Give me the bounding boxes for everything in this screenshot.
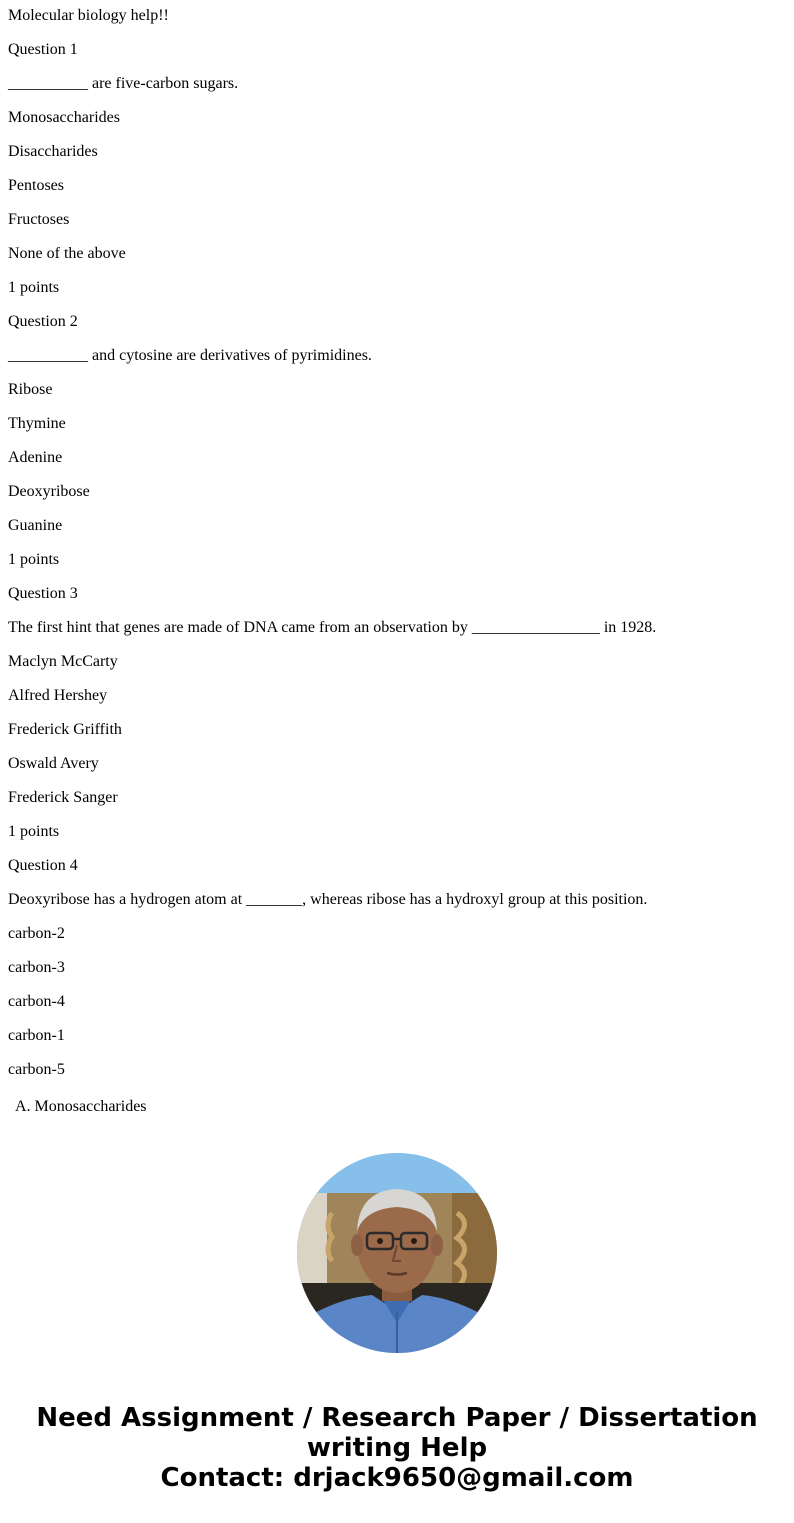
answer-option: Guanine	[8, 517, 63, 534]
question-3	[8, 584, 788, 856]
question-points: 1 points	[8, 279, 60, 296]
answer-option: Alfred Hershey	[8, 687, 108, 704]
question-label: Question 3	[8, 585, 78, 602]
answer-option: Maclyn McCarty	[8, 653, 118, 670]
author-avatar	[297, 1153, 497, 1353]
question-prompt: __________ and cytosine are derivatives of pyrimidines.	[8, 347, 372, 364]
answer-option: Thymine	[8, 415, 66, 432]
answer-option: Adenine	[8, 449, 63, 466]
promo-line-2: writing Help	[306, 1433, 488, 1463]
promo-contact: Contact: drjack9650@gmail.com	[160, 1463, 634, 1493]
question-label: Question 4	[8, 857, 78, 874]
answer-option: Fructoses	[8, 211, 70, 228]
answer-option: None of the above	[8, 245, 126, 262]
question-label: Question 1	[8, 41, 78, 58]
promo-line-1: Need Assignment / Research Paper / Dissertation	[36, 1403, 758, 1433]
answer-option: Pentoses	[8, 177, 64, 194]
question-document	[8, 6, 788, 1094]
question-label: Question 2	[8, 313, 78, 330]
question-1	[8, 40, 788, 312]
answer-option: carbon-1	[8, 1027, 65, 1044]
answer-option: carbon-4	[8, 993, 65, 1010]
answer-option: Oswald Avery	[8, 755, 99, 772]
answer-option: Monosaccharides	[8, 109, 120, 126]
answer-option: Disaccharides	[8, 143, 98, 160]
avatar-portrait-image	[297, 1153, 497, 1353]
answer-option: Frederick Griffith	[8, 721, 122, 738]
question-points: 1 points	[8, 823, 60, 840]
page-title: Molecular biology help!!	[8, 7, 169, 24]
answer-option: carbon-3	[8, 959, 65, 976]
question-points: 1 points	[8, 551, 60, 568]
answer-option: carbon-5	[8, 1061, 65, 1078]
answer-text: A. Monosaccharides	[15, 1098, 147, 1115]
answer-option: Frederick Sanger	[8, 789, 118, 806]
question-4	[8, 856, 788, 1094]
answer-option: carbon-2	[8, 925, 65, 942]
question-2	[8, 312, 788, 584]
answer-option: Deoxyribose	[8, 483, 90, 500]
question-prompt: The first hint that genes are made of DNA came from an observation by ________________ in 1928.	[8, 619, 657, 636]
promo-banner	[0, 1403, 794, 1493]
question-prompt: Deoxyribose has a hydrogen atom at _______, whereas ribose has a hydroxyl group at this position.	[8, 891, 648, 908]
answer-option: Ribose	[8, 381, 53, 398]
question-prompt: __________ are five-carbon sugars.	[8, 75, 239, 92]
